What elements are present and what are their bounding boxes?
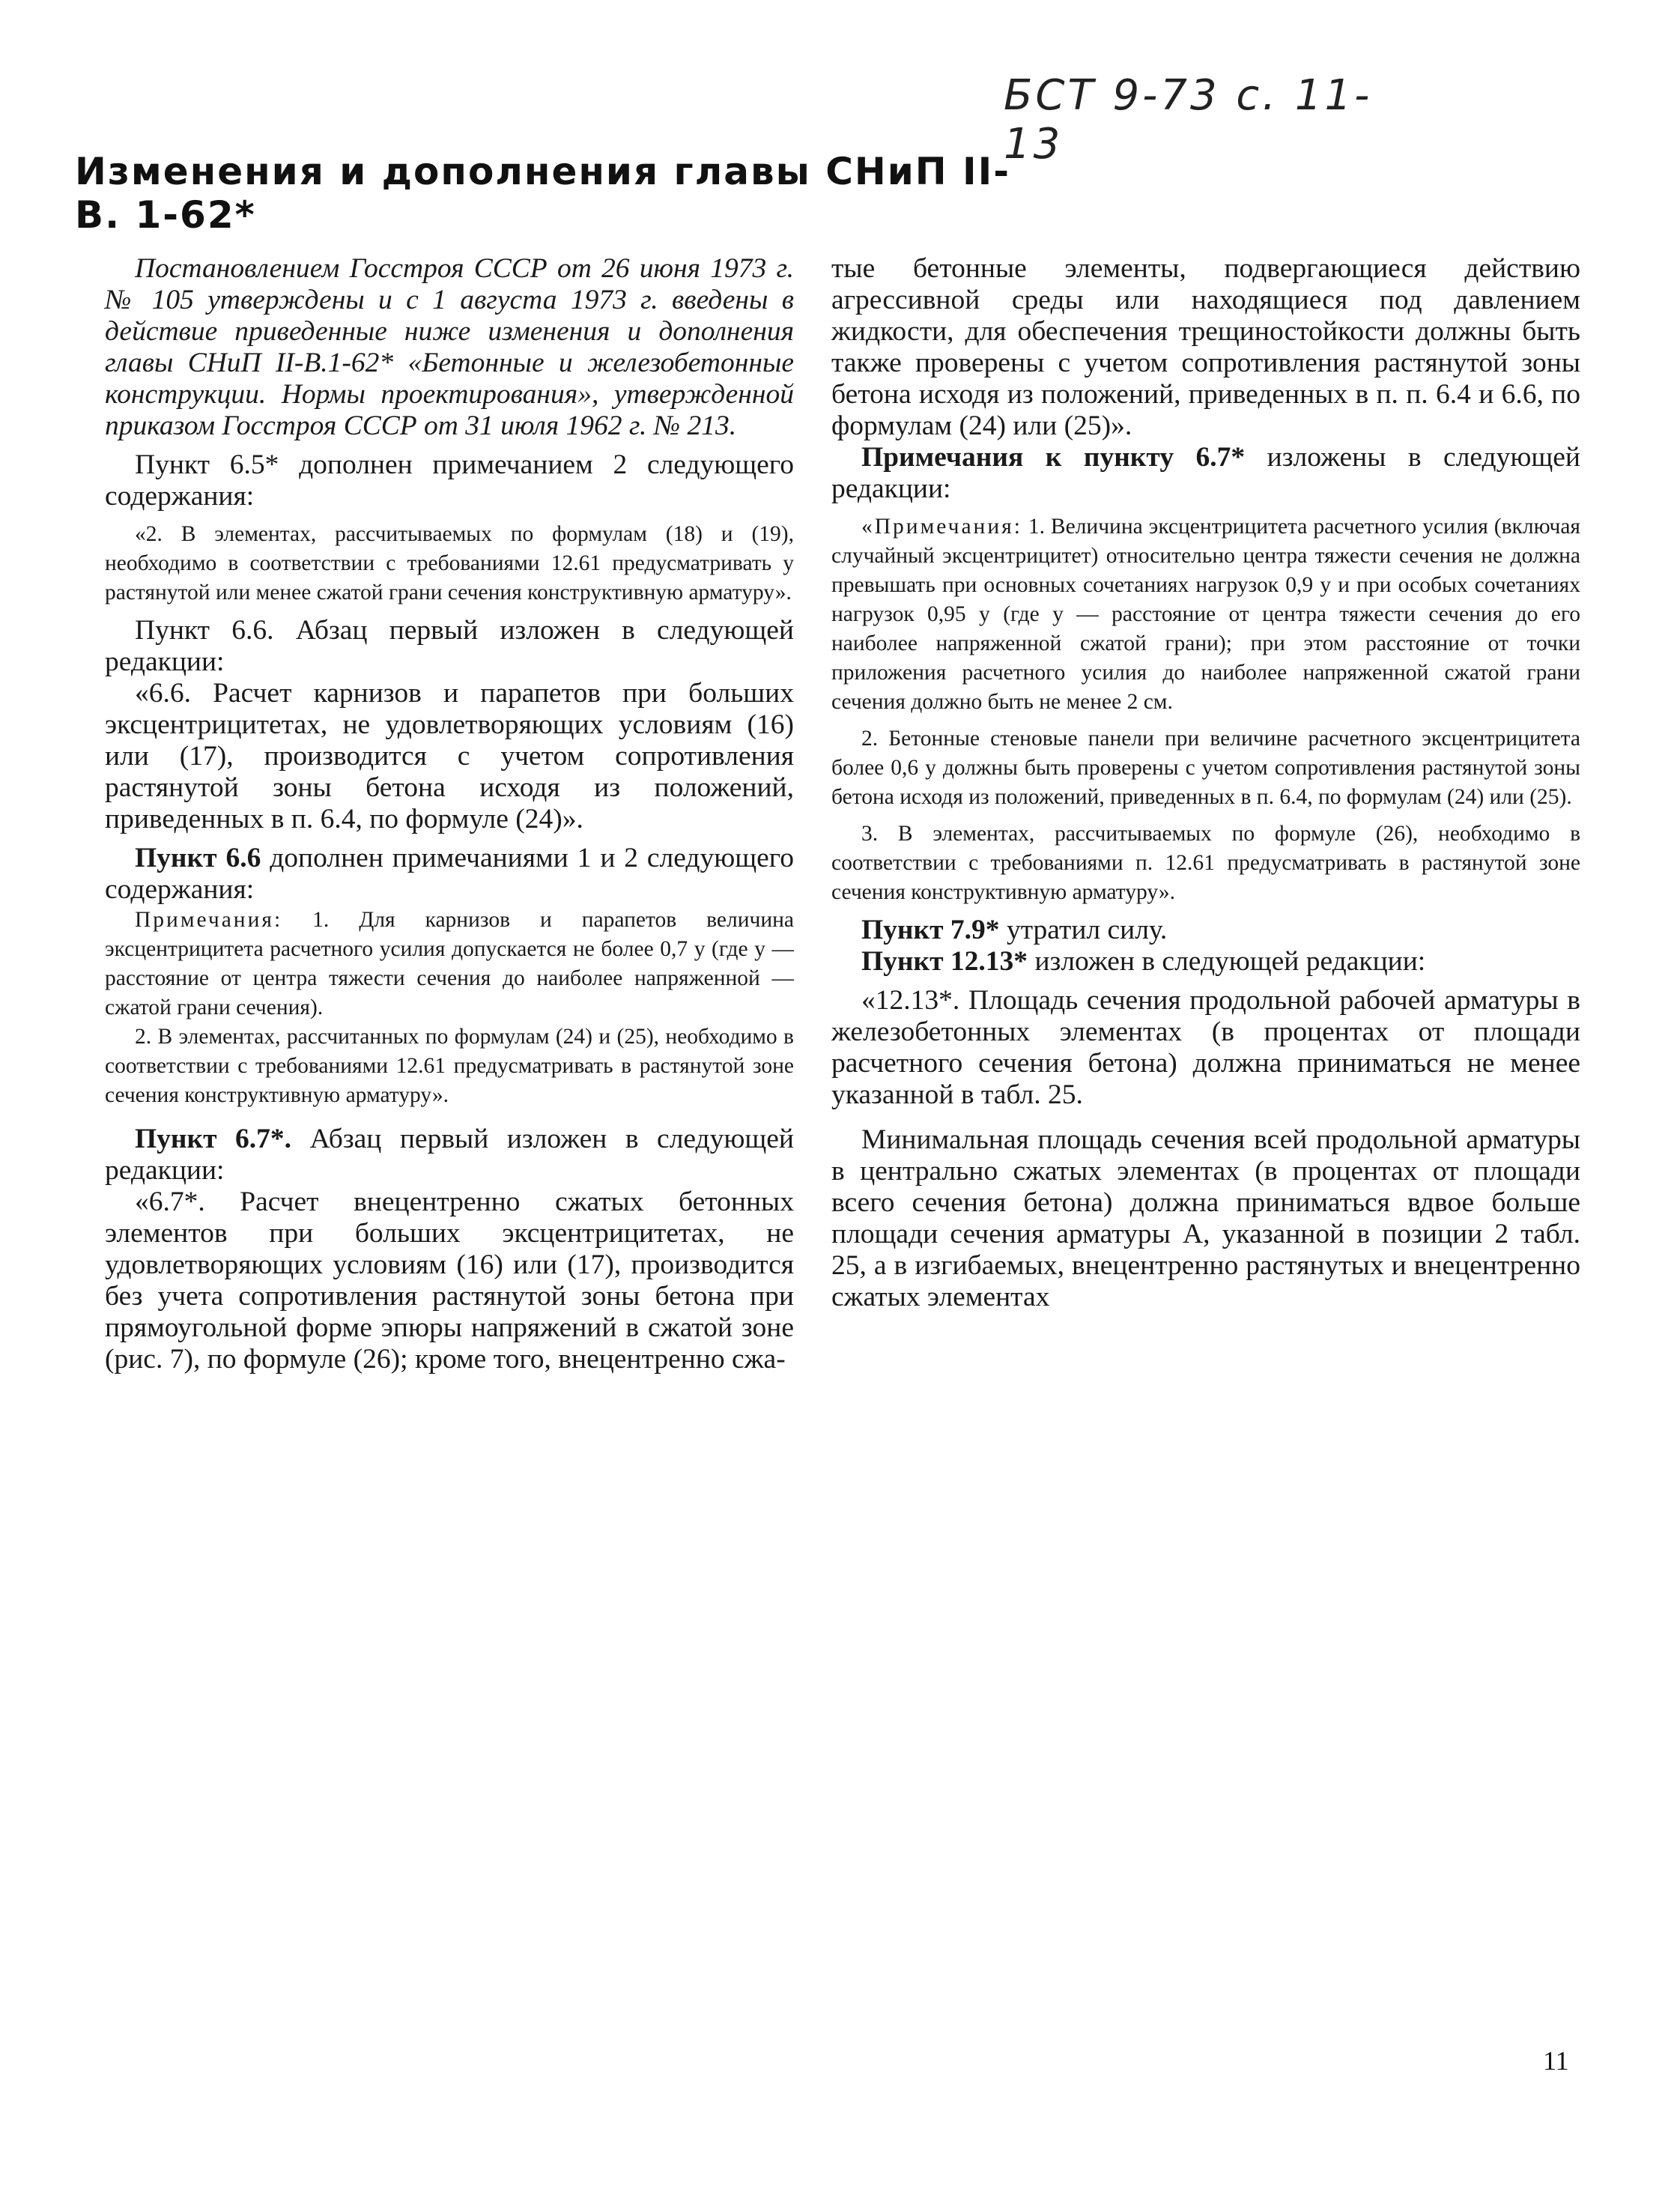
clause-6-6b-note-1 (105, 906, 794, 1022)
clause-6-6b-paragraph (105, 843, 794, 906)
note-3: 3. В элементах, рассчитываемых по формуле (26), необходимо в соответствии с требованиями п. 12.61 предусматривать в растянутой зоне сечения конструктивную арматуру». (831, 822, 1580, 904)
clause-7-9-text: утратил силу. (999, 915, 1168, 945)
notes-label: Примечания: (135, 908, 283, 932)
clause-6-5-text: дополнен примечанием 2 следующего содержания: (105, 449, 795, 512)
clause-6-5-note: «2. В элементах, рассчитываемых по формулам (18) и (19), необходимо в соответствии с требованиями 12.61 предусматривать у растянутой или менее сжатой грани сечения конструктивную арматуру». (105, 522, 794, 604)
intro-paragraph: Постановлением Госстроя СССР от 26 июня 1973 г. № 105 утверждены и с 1 августа 1973 г. введены в действие приведенные ниже изменения и дополнения главы СНиП II-В.1-62* «Бетонные и железобетонные конструкции. Нормы проектирования», утвержденной приказом Госстроя СССР от 31 июля 1962 г. № 213. (105, 253, 794, 441)
clause-12-13-second-paragraph: Минимальная площадь сечения всей продольной арматуры в центрально сжатых элементах (в процентах от площади всего сечения бетона) должна приниматься вдвое больше площади сечения арматуры А, указанной в позиции 2 табл. 25, а в изгибаемых, внецентренно растянутых и внецентренно сжатых элементах (831, 1124, 1580, 1312)
note-1-body: 1. Величина эксцентрицитета расчетного усилия (включая случайный эксцентрицитет) относительно центра тяжести сечения не должна превышать при основных сочетаниях нагрузок 0,9 у и при особых сочетаниях нагрузок 0,95 у (где у — расстояние от центра тяжести сечения до его наиболее напряженной сжатой грани); при этом расстояние от точки приложения расчетного усилия до наиболее напряженной сжатой грани сечения должно быть не менее 2 см. (831, 515, 1580, 714)
clause-7-9-paragraph (831, 915, 1580, 946)
clause-6-6-heading: Пункт 6.6. (135, 615, 274, 646)
page-number: 11 (1543, 2046, 1569, 2076)
clause-6-7-paragraph (105, 1124, 794, 1187)
note-1-text: 1. Для карнизов и парапетов величина эксцентрицитета расчетного усилия допускается не более 0,7 у (где у — расстояние от центра тяжести сечения до наиболее напряженной — сжатой грани сечения). (105, 908, 794, 1019)
clause-6-5-paragraph (105, 449, 794, 512)
clause-12-13-heading: Пункт 12.13* (861, 946, 1028, 977)
continued-paragraph: тые бетонные элементы, подвергающиеся действию агрессивной среды или находящиеся под давлением жидкости, для обеспечения трещиностойкости должны быть также проверены с учетом сопротивления растянутой зоны бетона исходя из положений, приведенных в п. п. 6.4 и 6.6, по формулам (24) или (25)». (831, 253, 1580, 441)
note-1 (831, 512, 1580, 717)
clause-6-7-heading: Пункт 6.7*. (135, 1124, 292, 1154)
clause-6-6b-text: дополнен примечаниями 1 и 2 следующего содержания: (105, 843, 794, 905)
clause-6-6-text: Абзац первый изложен в следующей редакции: (105, 615, 794, 677)
notes-6-7-text: изложены в следующей редакции: (831, 442, 1580, 504)
clause-6-5-heading: Пункт 6.5* (135, 449, 279, 480)
archive-stamp: БСТ 9-73 с. 11-13 (1004, 71, 1373, 169)
right-column (831, 253, 1580, 1313)
page-title: Изменения и дополнения главы СНиП II-В. 1-62* (75, 150, 1010, 237)
clause-6-6b-note-2: 2. В элементах, рассчитанных по формулам (24) и (25), необходимо в соответствии с требованиями 12.61 предусматривать в растянутой зоне сечения конструктивную арматуру». (105, 1025, 794, 1107)
clause-12-13-paragraph (831, 946, 1580, 978)
clause-6-6-quote: «6.6. Расчет карнизов и парапетов при больших эксцентрицитетах, не удовлетворяющих условиям (16) или (17), производится с учетом сопротивления растянутой зоны бетона исходя из положений, приведенных в п. 6.4, по формуле (24)». (105, 678, 794, 834)
clause-6-6-paragraph (105, 615, 794, 678)
clause-7-9-heading: Пункт 7.9* (861, 915, 1000, 945)
notes-6-7-paragraph (831, 442, 1580, 505)
clause-12-13-quote: «12.13*. Площадь сечения продольной рабочей арматуры в железобетонных элементах (в процентах от площади расчетного сечения бетона) должна приниматься не менее указанной в табл. 25. (831, 985, 1580, 1110)
notes-6-7-heading: Примечания к пункту 6.7* (861, 442, 1246, 473)
note-1-label: «Примечания: (861, 515, 1022, 539)
clause-6-6b-heading: Пункт 6.6 (135, 843, 261, 873)
clause-6-7-text: Абзац первый изложен в следующей редакции: (105, 1124, 794, 1186)
clause-6-7-quote: «6.7*. Расчет внецентренно сжатых бетонных элементов при больших эксцентрицитетах, не удовлетворяющих условиям (16) или (17), производится без учета сопротивления растянутой зоны бетона при прямоугольной форме эпюры напряжений в сжатой зоне (рис. 7), по формуле (26); кроме того, внецентренно сжа- (105, 1187, 794, 1375)
note-2: 2. Бетонные стеновые панели при величине расчетного эксцентрицитета более 0,6 у должны быть проверены с учетом сопротивления растянутой зоны бетона исходя из положений, приведенных в п. 6.4, по формулам (24) или (25). (831, 727, 1580, 809)
left-column (105, 253, 794, 1375)
clause-12-13-text: изложен в следующей редакции: (1028, 946, 1426, 977)
